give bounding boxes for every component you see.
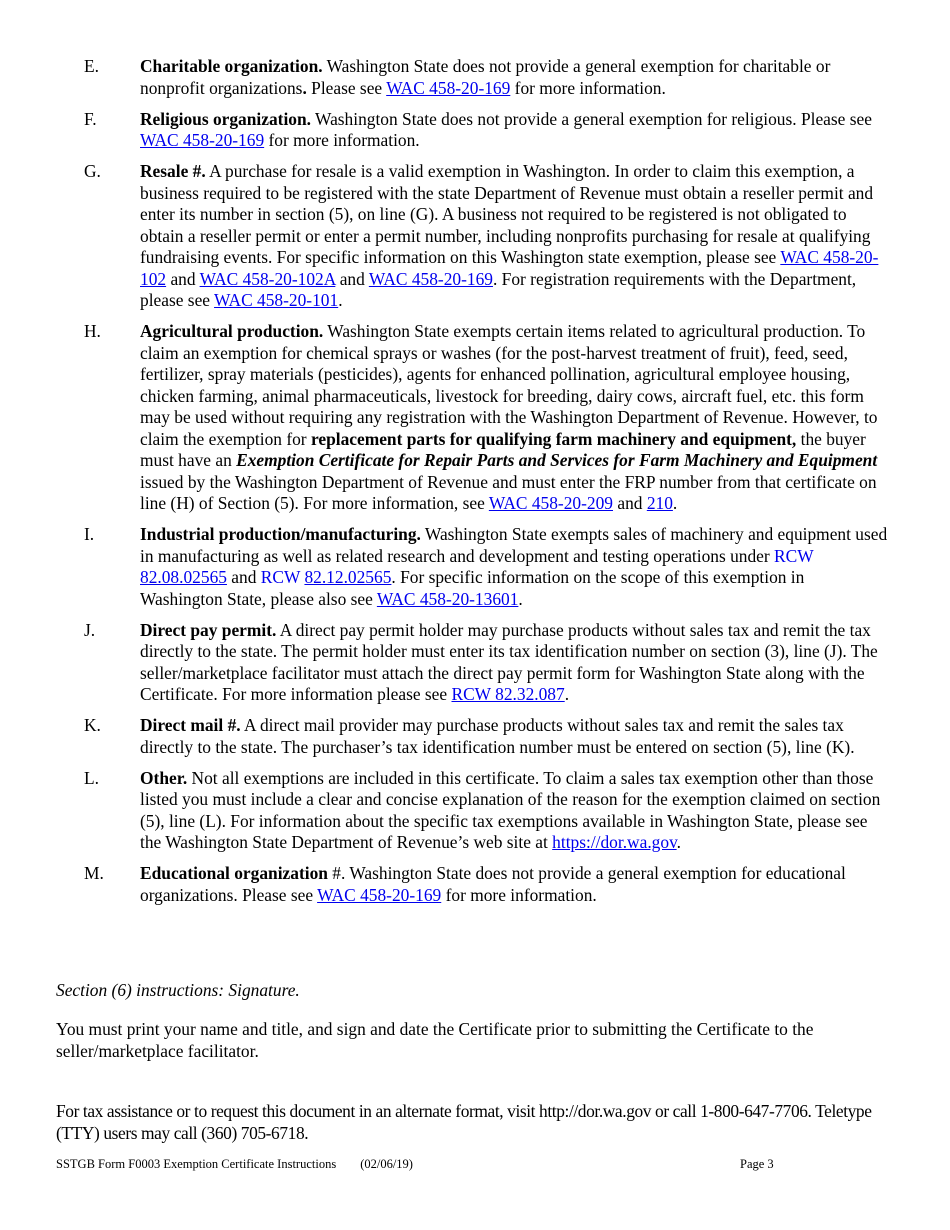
bold-text: replacement parts for qualifying farm machinery and equipment,	[310, 428, 797, 449]
body-text: #. Washington State does not provide a general exemption for educational organizations. Please see	[140, 863, 846, 905]
section6-body: You must print your name and title, and sign and date the Certificate prior to submitting the Certificate to the seller/marketplace facilitator.	[56, 1019, 814, 1061]
bold-text: Agricultural production.	[140, 321, 324, 341]
body-text: .	[564, 684, 570, 704]
body-text: for more information.	[510, 77, 666, 98]
tax-assistance-note: For tax assistance or to request this document in an alternate format, visit http://dor.wa.gov or call 1-800-647-7706. Teletype (TTY) users may call (360) 705-6718.	[56, 1101, 872, 1143]
exemption-letter: I.	[84, 524, 95, 544]
body-text: Washington State exempts certain items related to agricultural production. To claim an exemption for chemical sprays or washes (for the post-harvest treatment of fruit), feed, seed, fertilizer, spray materials (pesticides), agents for enhanced pollination, agricultural employee housing, chicken farming, animal pharmaceuticals, livestock for breeding, dairy cows, aircraft fuel, etc. this form may be used without requiring any registration with the Washington Department of Revenue. However, to claim the exemption for	[140, 321, 878, 449]
exemption-letter: J.	[84, 619, 96, 640]
reference-link[interactable]: 82.08.02565	[140, 567, 227, 587]
footer-form-label	[56, 1156, 413, 1172]
body-text: A direct mail provider may purchase products without sales tax and remit the sales tax directly to the state. The purchaser’s tax identification number must be entered on section (5), line (K).	[140, 715, 855, 757]
body-text: for more information.	[264, 130, 420, 150]
body-text: for more information.	[441, 884, 597, 905]
reference-link[interactable]: RCW 82.32.087	[451, 684, 565, 704]
exemption-item	[0, 863, 950, 906]
exemption-item	[0, 620, 950, 706]
exemption-letter: H.	[84, 321, 101, 341]
body-text: . For specific information on the scope of this exemption in Washington State, please also see	[140, 567, 805, 609]
bold-text: Direct mail #.	[140, 715, 241, 735]
body-text: the buyer must have an	[140, 428, 866, 470]
reference-link[interactable]: https://dor.wa.gov	[552, 832, 677, 852]
exemption-text	[140, 524, 890, 610]
exemption-text	[140, 620, 890, 706]
body-text: and	[166, 268, 200, 289]
blue-text: RCW	[260, 567, 301, 587]
exemption-list	[0, 56, 950, 916]
exemption-item	[0, 109, 950, 152]
exemption-item	[0, 715, 950, 758]
bold-text: Religious organization.	[140, 108, 312, 129]
exemption-letter: E.	[84, 56, 99, 76]
body-text: .	[338, 290, 343, 310]
blue-text: RCW	[774, 545, 814, 566]
body-text: and	[613, 493, 647, 513]
exemption-text	[140, 161, 890, 312]
exemption-text	[140, 109, 890, 152]
body-text: and	[335, 268, 369, 289]
exemption-text	[140, 768, 890, 854]
body-text: A purchase for resale is a valid exemption in Washington. In order to claim this exemption, a business required to be registered with the state Department of Revenue must obtain a reseller permit and enter its number in section (5), on line (G). A business not required to be registered is not obligated to obtain a reseller permit or enter a permit number, including nonprofits purchasing for resale at qualifying fundraising events. For specific information on this Washington state exemption, please see	[140, 161, 874, 267]
body-text: and	[226, 567, 261, 587]
exemption-item	[0, 524, 950, 610]
bold-text: .	[302, 77, 307, 98]
exemption-item	[0, 321, 950, 515]
exemption-letter: M.	[84, 863, 104, 883]
exemption-letter: F.	[84, 108, 97, 129]
exemption-text	[140, 56, 890, 99]
body-text: Not all exemptions are included in this certificate. To claim a sales tax exemption other than those listed you must include a clear and concise explanation of the reason for the exemption claimed on section (5), line (L). For information about the specific tax exemptions available in Washington State, please see the Washington State Department of Revenue’s web site at	[140, 767, 881, 852]
exemption-item	[0, 161, 950, 312]
bold-text: Direct pay permit.	[140, 619, 277, 640]
reference-link[interactable]: WAC 458-20-169	[317, 884, 442, 905]
bold-text: Educational organization	[140, 863, 328, 883]
exemption-text	[140, 321, 890, 515]
body-text: .	[518, 588, 523, 609]
footer-date: (02/06/19)	[360, 1157, 413, 1171]
body-text: A direct pay permit holder may purchase products without sales tax and remit the tax directly to the state. The permit holder must enter its tax identification number on section (3), line (J). The seller/marketplace facilitator must attach the direct pay permit form for Washington State along with the Certificate. For more information please see	[140, 619, 878, 704]
body-text: . For registration requirements with the Department, please see	[140, 268, 857, 310]
reference-link[interactable]: WAC 458-20-209	[488, 493, 613, 513]
reference-link[interactable]: WAC 458-20-102A	[199, 268, 336, 289]
exemption-text	[140, 863, 890, 906]
reference-link[interactable]: 210	[646, 493, 673, 513]
body-text: .	[676, 832, 681, 852]
body-text: Washington State exempts sales of machinery and equipment used in manufacturing as well as related research and development and testing operations under	[140, 524, 888, 566]
footer-page-number: Page 3	[740, 1157, 774, 1171]
bold-italic-text: Exemption Certificate for Repair Parts and Services for Farm Machinery and Equipment	[236, 450, 878, 470]
exemption-letter: K.	[84, 715, 101, 735]
body-text: Washington State does not provide a general exemption for religious. Please see	[311, 108, 872, 129]
exemption-item	[0, 768, 950, 854]
bold-text: Charitable organization.	[140, 56, 323, 76]
bold-text: Industrial production/manufacturing.	[140, 524, 421, 544]
body-text: issued by the Washington Department of Revenue and must enter the FRP number from that certificate on line (H) of Section (5). For more information, see	[140, 471, 877, 513]
footer-form-name: SSTGB Form F0003 Exemption Certificate Instructions	[56, 1157, 337, 1171]
exemption-letter: G.	[84, 161, 101, 181]
exemption-letter: L.	[84, 767, 99, 788]
bold-text: Resale #.	[140, 161, 206, 181]
reference-link[interactable]: WAC 458-20-13601	[376, 588, 519, 609]
exemption-text	[140, 715, 890, 758]
bold-text: Other.	[140, 767, 188, 788]
reference-link[interactable]: WAC 458-20-169	[386, 77, 511, 98]
section6-heading: Section (6) instructions: Signature.	[56, 980, 300, 1000]
reference-link[interactable]: WAC 458-20-169	[368, 268, 493, 289]
body-text: Washington State does not provide a general exemption for charitable or nonprofit organizations	[140, 56, 831, 98]
body-text: .	[672, 493, 678, 513]
reference-link[interactable]: WAC 458-20-102	[140, 247, 879, 289]
reference-link[interactable]: WAC 458-20-101	[214, 290, 339, 310]
body-text: Please see	[306, 77, 387, 98]
exemption-item	[0, 56, 950, 99]
reference-link[interactable]: 82.12.02565	[304, 567, 392, 587]
reference-link[interactable]: WAC 458-20-169	[140, 130, 265, 150]
